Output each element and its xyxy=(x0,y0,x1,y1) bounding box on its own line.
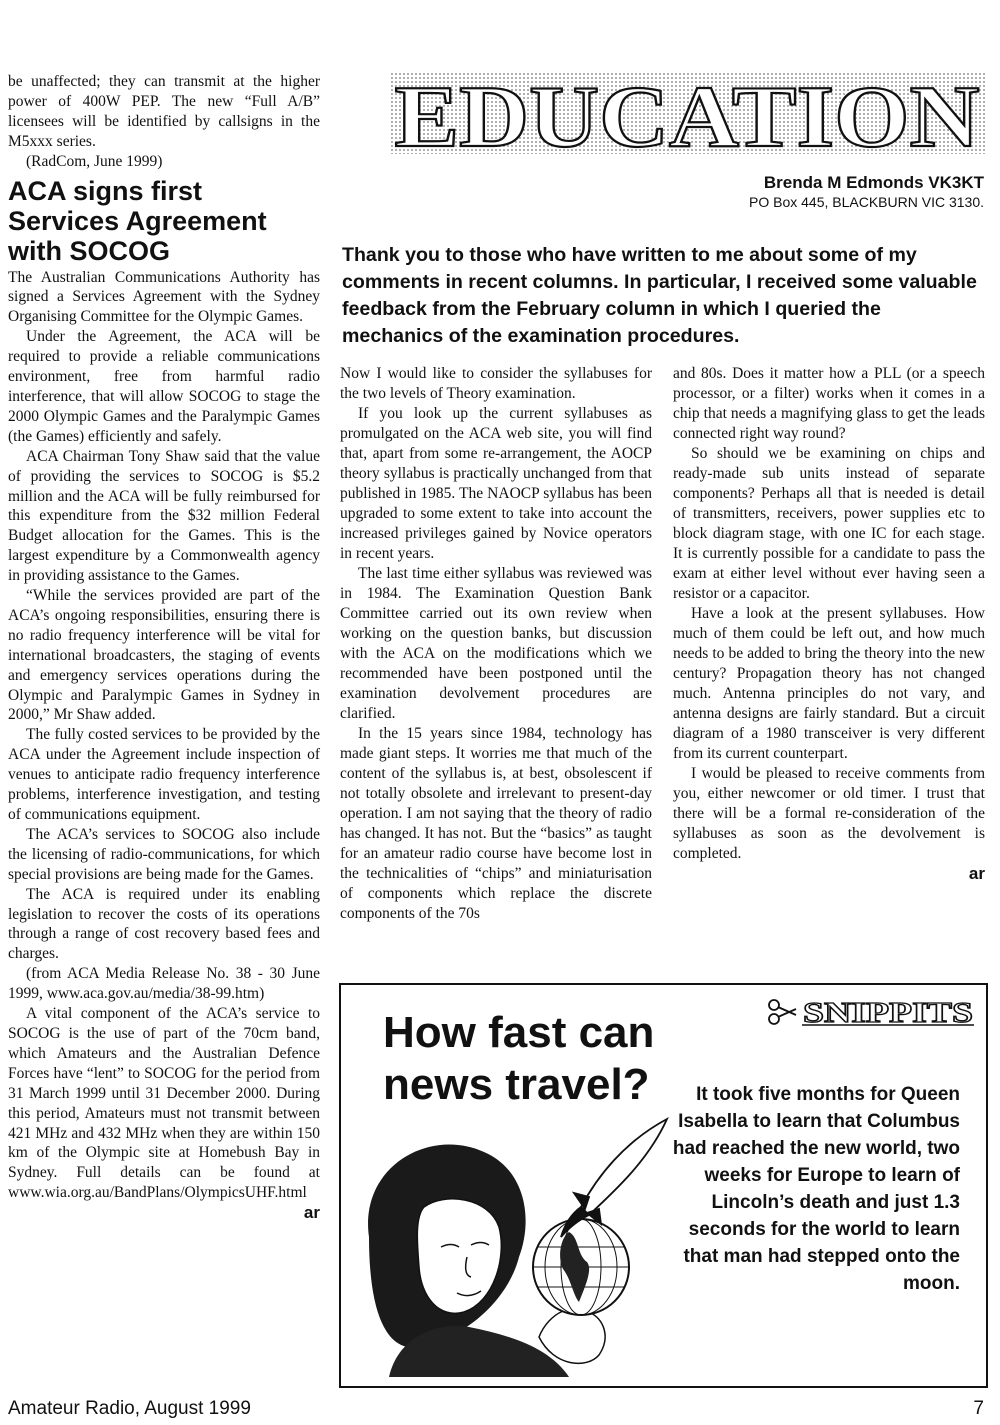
hand-shape xyxy=(539,1308,605,1363)
paragraph: ACA Chairman Tony Shaw said that the value of providing the services to SOCOG is $5.2 million and the ACA will be fully reimbursed for this expenditure from the $32 million Federal Budget allocation for the Games. This is the largest expenditure by a Commonwealth agency in providing assistance to the Games. xyxy=(8,447,320,585)
end-mark: ar xyxy=(968,864,985,883)
middle-column xyxy=(340,364,652,924)
scissors-icon xyxy=(769,1000,796,1024)
footer-publication: Amateur Radio, August 1999 xyxy=(8,1398,251,1419)
paragraph: The last time either syllabus was reviewed was in 1984. The Examination Question Bank Committee carried out its own review when working on the question banks, but discussion with the ACA on the modifications which we recommended have been postponed until the examination devolvement procedures are clarified. xyxy=(340,565,652,722)
paragraph: I would be pleased to receive comments from you, either newcomer or old timer. I trust that there will be a formal re-consideration of the syllabuses as soon as the devolvement is completed. xyxy=(673,765,985,862)
paragraph: and 80s. Does it matter how a PLL (or a speech processor, or a filter) works when it comes in a chip that needs a magnifying glass to get the leads connected right way round? xyxy=(673,365,985,442)
paragraph: The ACA is required under its enabling legislation to recover the costs of its operations through a range of cost recovery based fees and charges. xyxy=(8,885,320,963)
columbus-illustration xyxy=(349,1097,689,1377)
paragraph: “While the services provided are part of the ACA’s ongoing responsibilities, ensuring there is no radio frequency interference will be vital for international broadcasters, the staging of events and emergency services operations during the Olympic and Paralympic Games in Sydney in 2000,” Mr Shaw added. xyxy=(8,587,320,724)
paragraph: be unaffected; they can transmit at the higher power of 400W PEP. The new “Full A/B” licensees will be identified by callsigns in the M5xxx series. xyxy=(8,73,320,150)
paragraph: A vital component of the ACA’s service to SOCOG is the use of part of the 70cm band, which Amateurs and the Australian Defence Forces have “lent” to SOCOG for the period from 31 March 1999 until 31 December 2000. During this period, Amateurs must not transmit between 421 MHz and 432 MHz when they are within 150 km of the Olympic site at Homebush Bay in Sydney. Full details can be found at www.wia.org.au/BandPlans/OlympicsUHF.html xyxy=(8,1005,320,1202)
paragraph: Now I would like to consider the syllabuses for the two levels of Theory examination. xyxy=(340,365,652,402)
article-heading: ACA signs first Services Agreement with SOCOG xyxy=(8,175,267,266)
right-column xyxy=(673,364,985,884)
paragraph: The Australian Communications Authority has signed a Services Agreement with the Sydney Organising Committee for the Olympic Games. xyxy=(8,268,320,326)
headline-line: How fast can xyxy=(383,1008,655,1057)
headline-line: news travel? xyxy=(383,1060,650,1109)
end-mark: ar xyxy=(303,1203,320,1223)
paragraph: So should we be examining on chips and ready-made sub units instead of separate components? Perhaps all that is needed is detail of transmitters, receivers, power supplies etc to block diagram stage, with one IC for each stage. It is currently possible for a candidate to pass the exam at either level without ever having seen a resistor or a capacitor. xyxy=(673,445,985,602)
logo-text: SNIPPITS xyxy=(803,998,973,1027)
snippits-logo xyxy=(766,995,976,1027)
snippits-advert xyxy=(339,983,988,1388)
banner-title: EDUCATION xyxy=(394,69,980,158)
left-column xyxy=(8,72,320,1223)
intro-paragraph: Thank you to those who have written to me about some of my comments in recent columns. In particular, I received some valuable feedback from the February column in which I queried the mechanics of the examination procedures. xyxy=(342,244,977,347)
page-number: 7 xyxy=(973,1398,984,1419)
source-citation: (RadCom, June 1999) xyxy=(26,152,163,170)
globe-icon xyxy=(533,1219,629,1315)
paragraph: If you look up the current syllabuses as promulgated on the ACA web site, you will find that, apart from some re-arrangement, the AOCP theory syllabus is practically unchanged from that published in 1985. The NAOCP syllabus has been upgraded to some extent to take into account the increased privileges gained by Novice operators in recent years. xyxy=(340,405,652,562)
author-address: PO Box 445, BLACKBURN VIC 3130. xyxy=(749,194,984,210)
education-banner xyxy=(390,68,985,158)
ad-body-text: It took five months for Queen Isabella to learn that Columbus had reached the new world, two weeks for Europe to learn of Lincoln’s death and just 1.3 seconds for the world to learn that man had stepped onto the moon. xyxy=(672,1084,960,1294)
paragraph: The ACA’s services to SOCOG also include the licensing of radio-communications, for which special provisions are being made for the Games. xyxy=(8,825,320,883)
rocket-icon xyxy=(561,1119,667,1237)
paragraph: Under the Agreement, the ACA will be required to provide a reliable communications environment, free from harmful radio interference, that will allow SOCOG to stage the 2000 Olympic Games and the Paralympic Games (the Games) efficiently and safely. xyxy=(8,328,320,445)
source-citation: (from ACA Media Release No. 38 - 30 June 1999, www.aca.gov.au/media/38-99.htm) xyxy=(8,965,320,1003)
author-name: Brenda M Edmonds VK3KT xyxy=(763,173,984,192)
paragraph: In the 15 years since 1984, technology has made giant steps. It worries me that much of the content of the syllabus is, at best, obsolescent if not totally obsolete and irrelevant to present-day operation. I am not saying that the theory of radio has changed. It has not. But the “basics” as taught for an amateur radio course have become lost in the technicalities of “chips” and miniaturisation of components which replace the discrete components of the 70s xyxy=(340,725,652,922)
paragraph: Have a look at the present syllabuses. How much of them could be left out, and how much needs to be added to bring the theory into the new century? Propagation theory has not changed much. Antenna principles do not vary, and antenna designs are fairly standard. But a circuit diagram of a 1980 transceiver is very different from its current counterpart. xyxy=(673,605,985,762)
ad-headline xyxy=(383,1007,654,1111)
byline xyxy=(749,172,984,211)
paragraph: The fully costed services to be provided by the ACA under the Agreement include inspection of venues to anticipate radio frequency interference problems, interference investigation, and testing of communications equipment. xyxy=(8,726,320,823)
